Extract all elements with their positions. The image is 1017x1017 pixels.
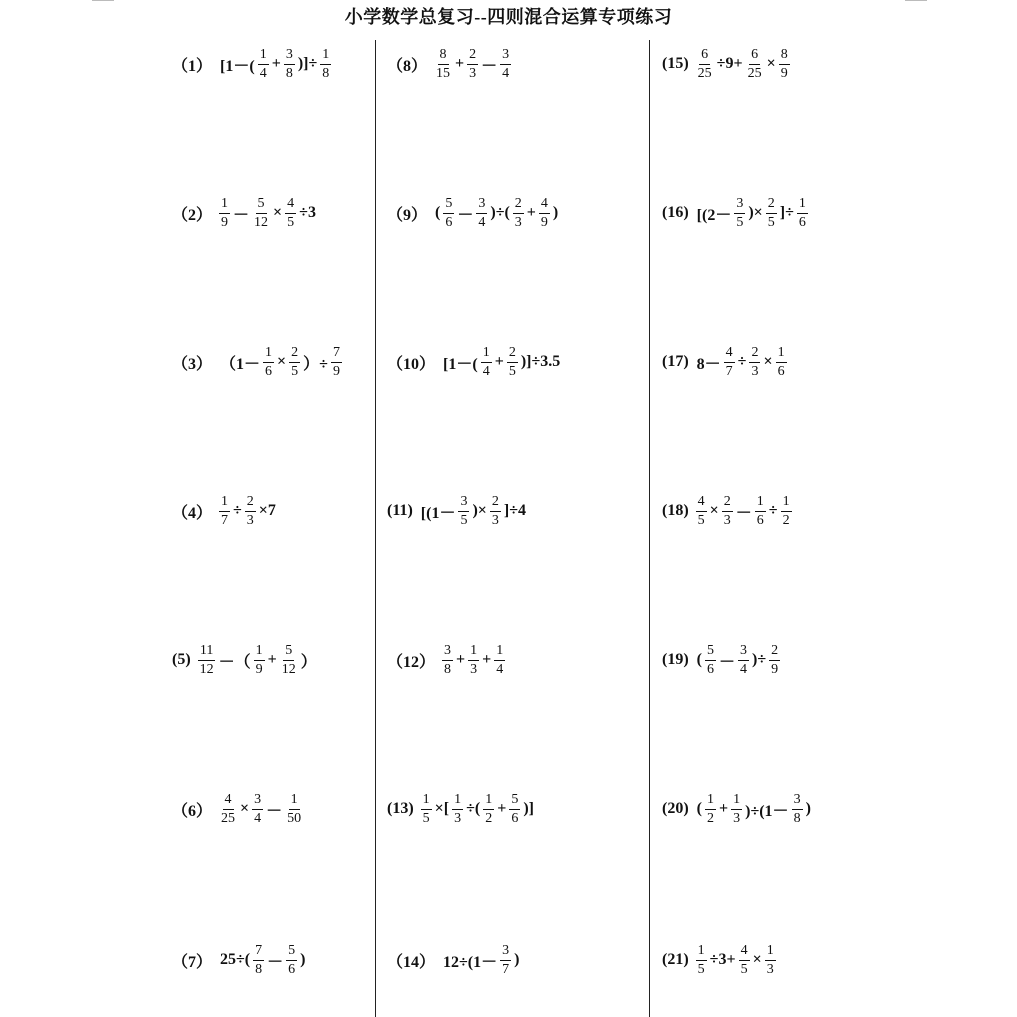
expression-operator: + bbox=[497, 800, 507, 817]
fraction bbox=[724, 346, 735, 379]
fraction-denominator: 4 bbox=[254, 810, 262, 826]
fraction-numerator: 1 bbox=[219, 495, 230, 512]
fraction-denominator: 9 bbox=[780, 65, 788, 81]
expression-operator: [1－( bbox=[443, 355, 478, 373]
expression-operator: + bbox=[482, 651, 492, 668]
expression-operator: ( bbox=[696, 800, 702, 817]
expression-operator: 12÷(1－ bbox=[443, 953, 498, 971]
expression-operator: 8－ bbox=[696, 355, 721, 373]
fraction-numerator: 3 bbox=[476, 197, 487, 214]
fraction-denominator: 25 bbox=[697, 65, 712, 81]
problem-number: (15) bbox=[662, 55, 689, 72]
expression-operator: ( bbox=[435, 204, 441, 221]
problem-17 bbox=[662, 337, 788, 387]
fraction-denominator: 9 bbox=[255, 661, 263, 677]
fraction-numerator: 4 bbox=[739, 944, 750, 961]
expression-operator: ( bbox=[696, 651, 702, 668]
fraction-denominator: 3 bbox=[733, 810, 741, 826]
expression-operator: )÷( bbox=[490, 204, 510, 221]
fraction bbox=[731, 793, 742, 826]
fraction bbox=[490, 495, 501, 528]
expression-operator: + bbox=[271, 55, 281, 72]
fraction-denominator: 6 bbox=[777, 363, 785, 379]
fraction bbox=[779, 48, 790, 81]
expression-operator: + bbox=[267, 651, 277, 668]
expression-operator: )]÷3.5 bbox=[520, 353, 561, 370]
fraction-numerator: 2 bbox=[769, 644, 780, 661]
fraction-denominator: 12 bbox=[281, 661, 296, 677]
fraction-denominator: 7 bbox=[502, 961, 510, 977]
problem-2 bbox=[172, 188, 318, 238]
fraction-numerator: 1 bbox=[481, 346, 492, 363]
fraction-numerator: 2 bbox=[490, 495, 501, 512]
fraction-denominator: 3 bbox=[454, 810, 462, 826]
fraction-numerator: 3 bbox=[792, 793, 803, 810]
expression-operator: × bbox=[752, 951, 762, 968]
fraction bbox=[280, 644, 298, 677]
fraction-numerator: 7 bbox=[331, 346, 342, 363]
fraction bbox=[252, 197, 270, 230]
expression-operator: )÷ bbox=[752, 651, 767, 668]
fraction-numerator: 4 bbox=[285, 197, 296, 214]
fraction-numerator: 3 bbox=[458, 495, 469, 512]
fraction-numerator: 6 bbox=[699, 48, 710, 65]
problem-3 bbox=[172, 337, 343, 387]
fraction bbox=[769, 644, 780, 677]
fraction bbox=[722, 495, 733, 528]
fraction bbox=[467, 48, 478, 81]
fraction bbox=[263, 346, 274, 379]
fraction-denominator: 8 bbox=[255, 961, 263, 977]
fraction bbox=[696, 495, 707, 528]
expression-operator: － bbox=[718, 653, 735, 671]
expression-operator: － bbox=[481, 57, 498, 75]
fraction-numerator: 3 bbox=[500, 48, 511, 65]
fraction-numerator: 3 bbox=[738, 644, 749, 661]
fraction bbox=[252, 793, 263, 826]
fraction-denominator: 6 bbox=[288, 961, 296, 977]
problem-19 bbox=[662, 635, 781, 685]
column-divider-right bbox=[649, 40, 650, 1017]
expression-operator: )] bbox=[523, 800, 534, 817]
fraction-denominator: 4 bbox=[740, 661, 747, 677]
fraction bbox=[434, 48, 452, 81]
fraction bbox=[219, 495, 230, 528]
expression-operator: （1－ bbox=[220, 355, 261, 373]
fraction bbox=[443, 197, 454, 230]
expression-operator: ÷ bbox=[768, 502, 778, 519]
fraction-numerator: 1 bbox=[731, 793, 742, 810]
fraction-denominator: 6 bbox=[706, 661, 714, 677]
expression-operator: [(2－ bbox=[696, 206, 732, 224]
fraction bbox=[513, 197, 524, 230]
expression-operator: + bbox=[718, 800, 729, 817]
fraction-denominator: 8 bbox=[444, 661, 452, 677]
fraction-numerator: 3 bbox=[500, 944, 511, 961]
fraction-denominator: 12 bbox=[199, 661, 214, 677]
expression-operator: + bbox=[526, 204, 536, 221]
problem-number: （4） bbox=[172, 504, 213, 522]
fraction-denominator: 2 bbox=[782, 512, 790, 528]
fraction-denominator: 25 bbox=[747, 65, 762, 81]
fraction-numerator: 4 bbox=[223, 793, 234, 810]
expression-operator: － bbox=[233, 206, 250, 224]
problem-5 bbox=[172, 635, 319, 685]
fraction bbox=[452, 793, 463, 826]
fraction-denominator: 9 bbox=[540, 214, 548, 230]
expression-operator: ） bbox=[300, 653, 317, 671]
problem-8 bbox=[387, 39, 512, 89]
expression-operator: ]÷ bbox=[779, 204, 794, 221]
fraction-denominator: 4 bbox=[482, 363, 490, 379]
fraction bbox=[258, 48, 269, 81]
fraction-denominator: 7 bbox=[221, 512, 229, 528]
fraction-denominator: 3 bbox=[470, 661, 478, 677]
fraction-denominator: 15 bbox=[436, 65, 451, 81]
fraction bbox=[500, 48, 511, 81]
problem-18 bbox=[662, 486, 793, 536]
expression-operator: [(1－ bbox=[420, 504, 456, 522]
problem-number: （10） bbox=[387, 355, 436, 373]
fraction-numerator: 1 bbox=[765, 944, 776, 961]
fraction bbox=[198, 644, 216, 677]
fraction-denominator: 50 bbox=[287, 810, 302, 826]
fraction bbox=[285, 197, 296, 230]
problem-number: （3） bbox=[172, 355, 213, 373]
fraction-numerator: 5 bbox=[443, 197, 454, 214]
fraction-numerator: 8 bbox=[438, 48, 449, 65]
expression-operator: )]÷ bbox=[297, 55, 318, 72]
fraction-denominator: 8 bbox=[793, 810, 801, 826]
fraction-numerator: 1 bbox=[254, 644, 265, 661]
fraction bbox=[476, 197, 487, 230]
fraction-numerator: 6 bbox=[749, 48, 760, 65]
fraction-denominator: 5 bbox=[767, 214, 775, 230]
fraction-numerator: 2 bbox=[513, 197, 524, 214]
expression-operator: － bbox=[266, 802, 283, 820]
fraction bbox=[776, 346, 787, 379]
fraction-denominator: 6 bbox=[265, 363, 273, 379]
fraction-numerator: 4 bbox=[696, 495, 707, 512]
problem-number: （1） bbox=[172, 57, 213, 75]
fraction-numerator: 1 bbox=[696, 944, 707, 961]
problem-number: （7） bbox=[172, 953, 213, 971]
fraction-denominator: 2 bbox=[706, 810, 714, 826]
fraction-numerator: 2 bbox=[245, 495, 256, 512]
column-divider-left bbox=[375, 40, 376, 1017]
problem-number: (19) bbox=[662, 651, 689, 668]
fraction bbox=[766, 197, 777, 230]
expression-operator: ) bbox=[552, 204, 559, 221]
fraction bbox=[442, 644, 453, 677]
fraction-numerator: 2 bbox=[722, 495, 733, 512]
expression-operator: + bbox=[456, 651, 466, 668]
expression-operator: 25÷( bbox=[220, 951, 251, 968]
expression-operator: × bbox=[273, 204, 283, 221]
fraction bbox=[284, 48, 295, 81]
page-title: 小学数学总复习--四则混合运算专项练习 bbox=[344, 7, 673, 27]
fraction-numerator: 1 bbox=[219, 197, 230, 214]
problem-number: (5) bbox=[172, 651, 191, 668]
expression-operator: － bbox=[457, 206, 474, 224]
fraction bbox=[792, 793, 803, 826]
fraction-numerator: 4 bbox=[539, 197, 550, 214]
problem-number: （12） bbox=[387, 653, 436, 671]
fraction-numerator: 1 bbox=[797, 197, 808, 214]
expression-operator: × bbox=[240, 800, 250, 817]
fraction-denominator: 5 bbox=[697, 512, 705, 528]
problem-4 bbox=[172, 486, 278, 536]
expression-operator: ×7 bbox=[258, 502, 276, 519]
fraction bbox=[458, 495, 469, 528]
fraction-denominator: 8 bbox=[322, 65, 330, 81]
expression-operator: × bbox=[709, 502, 719, 519]
fraction bbox=[468, 644, 479, 677]
fraction-numerator: 2 bbox=[507, 346, 518, 363]
fraction-numerator: 11 bbox=[198, 644, 215, 661]
fraction-denominator: 25 bbox=[221, 810, 236, 826]
problem-number: (17) bbox=[662, 353, 689, 370]
fraction-denominator: 9 bbox=[332, 363, 340, 379]
fraction bbox=[755, 495, 766, 528]
fraction bbox=[509, 793, 520, 826]
fraction-denominator: 3 bbox=[723, 512, 731, 528]
problem-number: (13) bbox=[387, 800, 414, 817]
fraction-numerator: 3 bbox=[252, 793, 263, 810]
fraction-numerator: 2 bbox=[289, 346, 300, 363]
fraction-numerator: 1 bbox=[776, 346, 787, 363]
expression-operator: )× bbox=[472, 502, 487, 519]
fraction-numerator: 1 bbox=[781, 495, 792, 512]
fraction-denominator: 12 bbox=[254, 214, 269, 230]
problem-number: （2） bbox=[172, 206, 213, 224]
expression-operator: ÷3+ bbox=[709, 951, 736, 968]
fraction-numerator: 1 bbox=[320, 48, 331, 65]
problem-1 bbox=[172, 39, 332, 89]
fraction-denominator: 5 bbox=[697, 961, 705, 977]
fraction-numerator: 1 bbox=[755, 495, 766, 512]
fraction-numerator: 5 bbox=[509, 793, 520, 810]
fraction-denominator: 6 bbox=[798, 214, 806, 230]
fraction bbox=[781, 495, 792, 528]
expression-operator: － bbox=[267, 953, 284, 971]
fraction-numerator: 1 bbox=[705, 793, 716, 810]
fraction-denominator: 9 bbox=[221, 214, 229, 230]
fraction-numerator: 1 bbox=[263, 346, 274, 363]
problem-13 bbox=[387, 784, 536, 834]
fraction-denominator: 4 bbox=[478, 214, 486, 230]
fraction-numerator: 1 bbox=[421, 793, 432, 810]
expression-operator: [1－( bbox=[220, 57, 255, 75]
fraction-numerator: 2 bbox=[749, 346, 760, 363]
fraction-numerator: 1 bbox=[468, 644, 479, 661]
problem-21 bbox=[662, 935, 777, 985]
fraction bbox=[254, 644, 265, 677]
expression-operator: － bbox=[735, 504, 752, 522]
fraction bbox=[421, 793, 432, 826]
fraction bbox=[539, 197, 550, 230]
expression-operator: ) bbox=[805, 800, 811, 817]
fraction bbox=[481, 346, 492, 379]
fraction-numerator: 3 bbox=[442, 644, 453, 661]
fraction bbox=[286, 944, 297, 977]
fraction-numerator: 7 bbox=[253, 944, 264, 961]
fraction bbox=[705, 644, 716, 677]
problem-16 bbox=[662, 188, 809, 238]
expression-operator: ) bbox=[300, 951, 306, 968]
fraction-numerator: 4 bbox=[724, 346, 735, 363]
fraction-numerator: 1 bbox=[258, 48, 269, 65]
fraction-numerator: 5 bbox=[256, 197, 267, 214]
fraction bbox=[705, 793, 716, 826]
expression-operator: ) bbox=[514, 951, 520, 968]
fraction-numerator: 1 bbox=[289, 793, 300, 810]
fraction-denominator: 3 bbox=[469, 65, 477, 81]
expression-operator: × bbox=[277, 353, 287, 370]
problem-15 bbox=[662, 39, 791, 89]
fraction bbox=[739, 944, 750, 977]
expression-operator: ÷ bbox=[233, 502, 242, 519]
expression-operator: + bbox=[494, 353, 504, 370]
problem-number: （8） bbox=[387, 57, 428, 75]
fraction-denominator: 3 bbox=[514, 214, 522, 230]
fraction-denominator: 6 bbox=[511, 810, 519, 826]
fraction bbox=[749, 346, 760, 379]
fraction-denominator: 3 bbox=[491, 512, 499, 528]
expression-operator: ÷( bbox=[466, 800, 481, 817]
expression-operator: )× bbox=[748, 204, 763, 221]
expression-operator: )÷(1－ bbox=[745, 802, 789, 820]
problem-10 bbox=[387, 337, 562, 387]
expression-operator: ×[ bbox=[434, 800, 450, 817]
fraction-denominator: 5 bbox=[740, 961, 748, 977]
problem-9 bbox=[387, 188, 560, 238]
fraction-numerator: 1 bbox=[494, 644, 505, 661]
problem-number: (16) bbox=[662, 204, 689, 221]
fraction-denominator: 5 bbox=[736, 214, 744, 230]
fraction-denominator: 3 bbox=[751, 363, 759, 379]
fraction bbox=[696, 944, 707, 977]
problem-number: （9） bbox=[387, 206, 428, 224]
fraction-denominator: 5 bbox=[422, 810, 430, 826]
expression-operator: ÷3 bbox=[299, 204, 316, 221]
fraction bbox=[696, 48, 714, 81]
problem-number: (18) bbox=[662, 502, 689, 519]
fraction-numerator: 5 bbox=[286, 944, 297, 961]
fraction-numerator: 2 bbox=[766, 197, 777, 214]
fraction bbox=[320, 48, 331, 81]
fraction-denominator: 3 bbox=[766, 961, 774, 977]
fraction-numerator: 3 bbox=[734, 197, 745, 214]
fraction-denominator: 6 bbox=[445, 214, 453, 230]
fraction-denominator: 4 bbox=[496, 661, 504, 677]
fraction-numerator: 8 bbox=[779, 48, 790, 65]
fraction-numerator: 1 bbox=[483, 793, 494, 810]
fraction-denominator: 5 bbox=[291, 363, 299, 379]
problem-number: (21) bbox=[662, 951, 689, 968]
expression-operator: ÷9+ bbox=[716, 55, 743, 72]
problem-number: (11) bbox=[387, 502, 413, 519]
fraction bbox=[483, 793, 494, 826]
problem-6 bbox=[172, 784, 304, 834]
fraction-denominator: 7 bbox=[725, 363, 733, 379]
problem-number: （14） bbox=[387, 953, 436, 971]
fraction-numerator: 5 bbox=[283, 644, 294, 661]
fraction bbox=[765, 944, 776, 977]
corner-mark-right bbox=[905, 0, 927, 1]
fraction-numerator: 3 bbox=[284, 48, 295, 65]
fraction-numerator: 1 bbox=[452, 793, 463, 810]
fraction-denominator: 9 bbox=[771, 661, 779, 677]
problem-14 bbox=[387, 935, 521, 985]
fraction bbox=[289, 346, 300, 379]
fraction bbox=[219, 197, 230, 230]
fraction-denominator: 3 bbox=[246, 512, 254, 528]
expression-operator: ）÷ bbox=[303, 355, 328, 373]
corner-mark-left bbox=[92, 0, 114, 1]
fraction-denominator: 4 bbox=[502, 65, 510, 81]
fraction bbox=[494, 644, 505, 677]
fraction-denominator: 5 bbox=[287, 214, 295, 230]
fraction bbox=[500, 944, 511, 977]
fraction bbox=[219, 793, 237, 826]
expression-operator: ]÷4 bbox=[503, 502, 527, 519]
fraction bbox=[331, 346, 342, 379]
problem-number: (20) bbox=[662, 800, 689, 817]
fraction bbox=[245, 495, 256, 528]
fraction-denominator: 2 bbox=[485, 810, 493, 826]
fraction bbox=[507, 346, 518, 379]
problem-11 bbox=[387, 486, 528, 536]
fraction bbox=[738, 644, 749, 677]
expression-operator: + bbox=[455, 55, 465, 72]
fraction bbox=[746, 48, 764, 81]
fraction-denominator: 8 bbox=[285, 65, 293, 81]
expression-operator: × bbox=[766, 55, 776, 72]
fraction-numerator: 5 bbox=[705, 644, 716, 661]
expression-operator: × bbox=[763, 353, 773, 370]
problem-12 bbox=[387, 635, 506, 685]
fraction bbox=[797, 197, 808, 230]
fraction-denominator: 6 bbox=[756, 512, 764, 528]
fraction-denominator: 5 bbox=[460, 512, 468, 528]
fraction-denominator: 4 bbox=[259, 65, 267, 81]
fraction bbox=[734, 197, 745, 230]
fraction bbox=[285, 793, 303, 826]
problem-20 bbox=[662, 784, 813, 834]
fraction-denominator: 5 bbox=[508, 363, 516, 379]
expression-operator: －（ bbox=[218, 653, 251, 671]
expression-operator: ÷ bbox=[737, 353, 747, 370]
fraction bbox=[253, 944, 264, 977]
problem-7 bbox=[172, 935, 307, 985]
problem-number: （6） bbox=[172, 802, 213, 820]
fraction-numerator: 2 bbox=[467, 48, 478, 65]
